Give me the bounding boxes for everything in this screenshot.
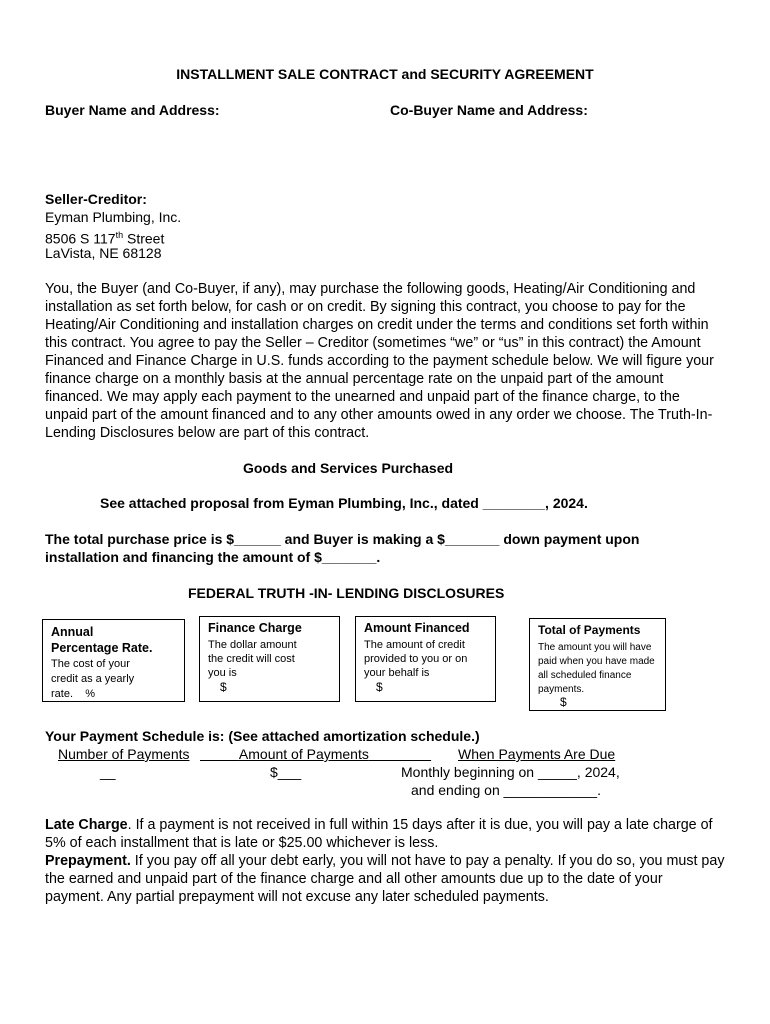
- purchase-line-1: The total purchase price is $______ and Buyer is making a $_______ down payment upon: [45, 531, 640, 547]
- total-payments-value: $: [560, 695, 567, 709]
- seller-label: Seller-Creditor:: [45, 191, 147, 207]
- col-amount-header: Amount of Payments: [238, 746, 369, 762]
- late-charge-paragraph: Late Charge. If a payment is not received in full within 15 days after it is due, you will pay a late charge of 5% of each installment that is late or $25.00 whichever is less.: [45, 817, 713, 851]
- prepayment-paragraph: Prepayment. If you pay off all your debt early, you will not have to pay a penalty. If you do so, you must pay the earned and unpaid part of the finance charge and all other amounts due up to the date of your payment. Any partial prepayment will not excuse any later scheduled payments.: [45, 853, 725, 905]
- total-payments-title: Total of Payments: [538, 623, 641, 637]
- number-value: __: [100, 764, 116, 780]
- finance-charge-title: Finance Charge: [208, 621, 302, 635]
- proposal-line: See attached proposal from Eyman Plumbing, Inc., dated ________, 2024.: [100, 495, 588, 511]
- purchase-line-2: installation and financing the amount of $_______.: [45, 549, 381, 565]
- amount-financed-desc: The amount of credit provided to you or on your behalf is: [364, 639, 468, 679]
- seller-street: 8506 S 117th Street: [45, 230, 165, 247]
- amount-financed-title: Amount Financed: [364, 621, 470, 635]
- when-line-2: and ending on ____________.: [411, 782, 601, 798]
- apr-title: Annual Percentage Rate.: [51, 625, 153, 655]
- amount-financed-box: [355, 616, 496, 702]
- apr-desc: The cost of your credit as a yearly rate. %: [51, 658, 135, 700]
- intro-paragraph: You, the Buyer (and Co-Buyer, if any), may purchase the following goods, Heating/Air Conditioning and installation as set forth below, for cash or on credit. By signing this contract, you choose to pay for the Heating/Air Conditioning and installation charges on credit under the terms and conditions set forth within this contract. You agree to pay the Seller – Creditor (sometimes “we” or “us” in this contract) the Amount Financed and Finance Charge in U.S. funds according to the payment schedule below. We will figure your finance charge on a monthly basis at the annual percentage rate on the unpaid part of the amount financed. We may apply each payment to the unearned and unpaid part of the finance charge, to the unpaid part of the amount financed and to any other amounts owed in any order we choose. The Truth-In-Lending Disclosures below are part of this contract.: [45, 281, 714, 441]
- cobuyer-label: Co-Buyer Name and Address:: [390, 102, 588, 118]
- buyer-label: Buyer Name and Address:: [45, 102, 220, 118]
- total-payments-box: [529, 618, 666, 711]
- seller-city: LaVista, NE 68128: [45, 245, 162, 261]
- finance-charge-box: [199, 616, 340, 702]
- amount-value: $___: [270, 764, 302, 780]
- finance-charge-value: $: [220, 680, 227, 694]
- apr-box: [42, 619, 185, 702]
- document-title: INSTALLMENT SALE CONTRACT and SECURITY AGREEMENT: [176, 66, 594, 82]
- schedule-heading: Your Payment Schedule is: (See attached amortization schedule.): [45, 728, 480, 744]
- col-when-header: When Payments Are Due: [458, 746, 616, 762]
- when-line-1: Monthly beginning on _____, 2024,: [401, 764, 620, 780]
- tila-heading: FEDERAL TRUTH -IN- LENDING DISCLOSURES: [188, 585, 505, 601]
- total-payments-desc: The amount you will have paid when you have made all scheduled finance payments.: [538, 642, 655, 695]
- amount-financed-value: $: [376, 680, 383, 694]
- goods-heading: Goods and Services Purchased: [242, 460, 454, 476]
- finance-charge-desc: The dollar amount the credit will cost you is: [208, 639, 297, 679]
- col-number-header: Number of Payments: [58, 746, 190, 762]
- seller-name: Eyman Plumbing, Inc.: [45, 209, 182, 225]
